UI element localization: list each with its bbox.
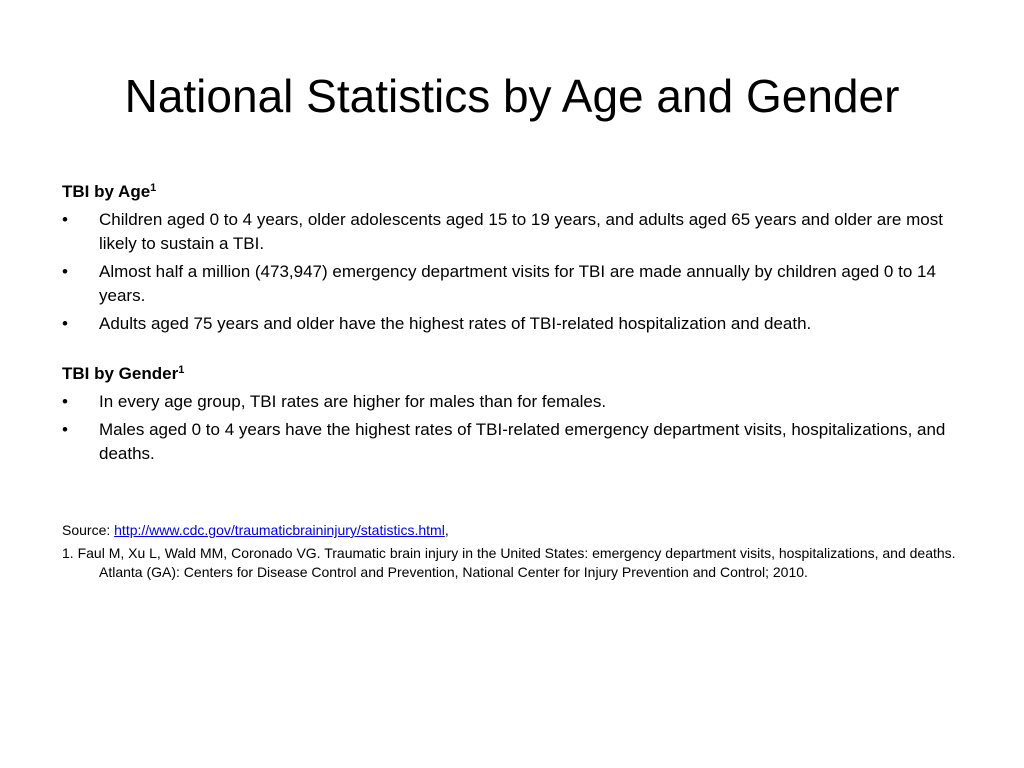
- list-item: [62, 260, 962, 308]
- bullet-list-gender: [62, 390, 962, 466]
- bullet-text: In every age group, TBI rates are higher for males than for females.: [99, 392, 607, 411]
- bullet-icon: •: [62, 210, 68, 229]
- bullet-icon: •: [62, 262, 68, 281]
- section-spacer: [62, 336, 962, 362]
- source-trailing: ,: [444, 522, 449, 538]
- footnote-marker: 1: [178, 364, 185, 376]
- footnote-marker: 1: [150, 182, 157, 194]
- bullet-text: Adults aged 75 years and older have the highest rates of TBI-related hospitalization and death.: [99, 314, 812, 333]
- bullet-icon: •: [62, 314, 68, 333]
- slide-title: National Statistics by Age and Gender: [124, 70, 900, 122]
- list-item: [62, 312, 962, 336]
- source-line: [62, 520, 962, 540]
- section-heading-age-text: TBI by Age: [62, 182, 151, 201]
- section-tbi-by-gender: [62, 362, 962, 466]
- list-item: [62, 418, 962, 466]
- source-block: [62, 520, 962, 582]
- source-label: Source:: [62, 522, 115, 538]
- section-heading-gender: [62, 362, 962, 386]
- bullet-text: Males aged 0 to 4 years have the highest rates of TBI-related emergency department visits, hospitalizations, and deaths.: [99, 420, 946, 463]
- source-spacer: [62, 466, 962, 520]
- section-heading-gender-text: TBI by Gender: [62, 364, 179, 383]
- bullet-text: Almost half a million (473,947) emergency department visits for TBI are made annually by children aged 0 to 14 years.: [99, 262, 936, 305]
- list-item: [62, 208, 962, 256]
- reference-citation: 1. Faul M, Xu L, Wald MM, Coronado VG. Traumatic brain injury in the United States: emergency department visits, hospitalizations, and deaths. Atlanta (GA): Centers for Disease Control and Prevention, National Center for Injury Prevention and Control; 2010.: [62, 545, 956, 580]
- bullet-list-age: [62, 208, 962, 336]
- section-heading-age: [62, 180, 962, 204]
- bullet-icon: •: [62, 392, 68, 411]
- source-link[interactable]: http://www.cdc.gov/traumaticbraininjury/statistics.html: [114, 522, 445, 538]
- bullet-text: Children aged 0 to 4 years, older adolescents aged 15 to 19 years, and adults aged 65 years and older are most likely to sustain a TBI.: [99, 210, 943, 253]
- bullet-icon: •: [62, 420, 68, 439]
- section-tbi-by-age: [62, 180, 962, 336]
- slide-content: [62, 180, 962, 582]
- list-item: [62, 390, 962, 414]
